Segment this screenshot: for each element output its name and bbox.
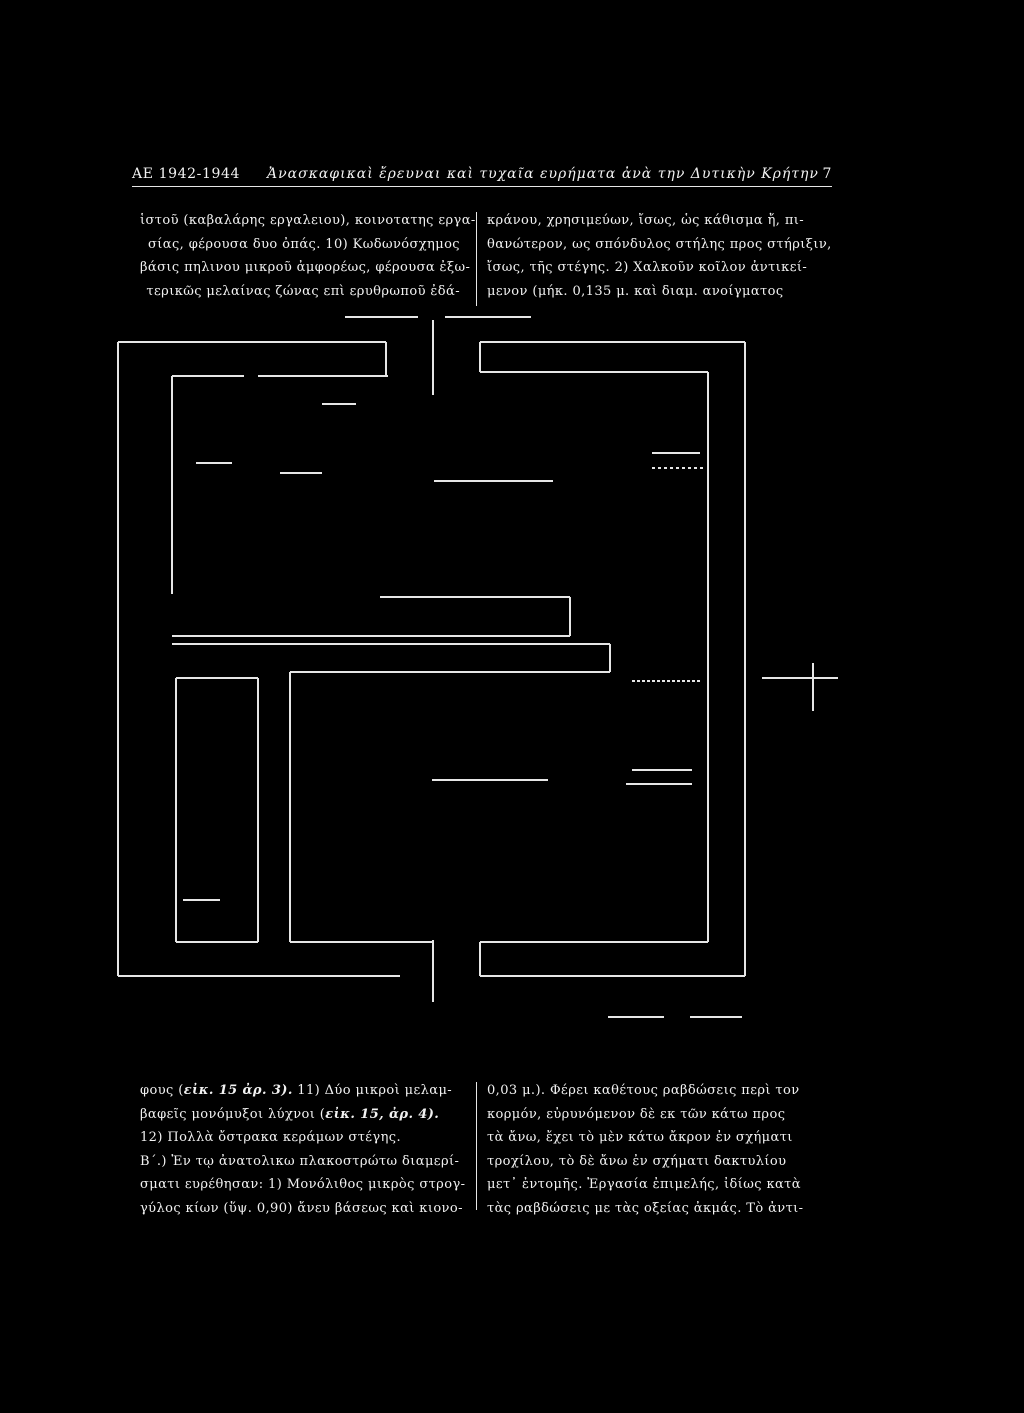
text-line: 0,03 μ.). Φέρει καθέτους ραβδώσεις περὶ τον (487, 1083, 800, 1098)
journal-ref: ΑΕ 1942-1944 (132, 166, 240, 182)
running-head (132, 166, 832, 182)
text-line: βάσις πηλινου μικροῦ ἀμφορέως, φέρουσα ἐξω- (140, 260, 471, 275)
text-line: σματι ευρέθησαν: 1) Μονόλιθος μικρὸς στρογ- (140, 1177, 466, 1192)
bottom-right-column (487, 1079, 837, 1220)
text-run: φους ( (140, 1083, 184, 1098)
text-run: βαφεῖς μονόμυξοι λύχνοι ( (140, 1106, 326, 1122)
running-title: Ἀνασκαφικαὶ ἔρευναι καὶ τυχαῖα ευρήματα ἀνὰ την Δυτικὴν Κρήτην (267, 166, 819, 182)
text-line: Β΄.) Ἐν τῳ ἀνατολικω πλακοστρώτω διαμερί- (140, 1153, 460, 1169)
text-line: 12) Πολλὰ ὄστρακα κεράμων στέγης. (140, 1130, 401, 1145)
column-divider-top (476, 212, 477, 306)
text-line: γύλος κίων (ὕψ. 0,90) ἄνευ βάσεως καὶ κιονο- (140, 1200, 463, 1216)
top-left-column (140, 209, 476, 303)
page-number: 7 (822, 166, 832, 182)
text-line: σίας, φέρουσα δυο ὀπάς. 10) Κωδωνόσχημος (148, 236, 460, 252)
plan-figure (0, 300, 1024, 1060)
text-line (140, 1103, 465, 1127)
figure-reference: εἰκ. 15, ἀρ. 4). (325, 1106, 440, 1122)
text-line: τὰς ραβδώσεις με τὰς οξείας ἀκμάς. Τὸ ἀντι- (487, 1200, 804, 1216)
bottom-left-column (140, 1079, 465, 1220)
text-line: κράνου, χρησιμεύων, ἴσως, ὡς κάθισμα ἤ, πι- (487, 213, 805, 228)
text-line: ἱστοῦ (καβαλάρης εργαλειου), κοινοτατης εργα- (140, 213, 476, 228)
text-line: θανώτερον, ως σπόνδυλος στήλης προς στήριξιν, (487, 236, 832, 252)
text-line: μενον (μήκ. 0,135 μ. καὶ διαμ. ανοίγματος (487, 283, 784, 299)
text-line: κορμόν, εὐρυνόμενον δὲ εκ τῶν κάτω προς (487, 1106, 786, 1122)
text-line: μετ᾽ ἐντομῆς. Ἐργασία ἐπιμελής, ἰδίως κατὰ (487, 1177, 801, 1192)
text-line: τὰ ἄνω, ἔχει τὸ μὲν κάτω ἄκρον ἐν σχήματι (487, 1130, 793, 1145)
figure-reference: εἰκ. 15 ἀρ. 3). (183, 1083, 293, 1098)
text-line: τερικῶς μελαίνας ζώνας επὶ ερυθρωποῦ ἐδά- (146, 283, 460, 299)
header-rule (132, 186, 832, 187)
top-right-column (487, 209, 837, 303)
text-run: 11) Δύο μικροὶ μελαμ- (292, 1083, 453, 1098)
text-line: ἴσως, τῆς στέγης. 2) Χαλκοῦν κοῖλον ἀντικεί- (487, 260, 808, 275)
text-line (140, 1079, 465, 1103)
column-divider-bottom (476, 1082, 477, 1210)
text-line: τροχίλου, τὸ δὲ ἄνω ἐν σχήματι δακτυλίου (487, 1153, 787, 1169)
